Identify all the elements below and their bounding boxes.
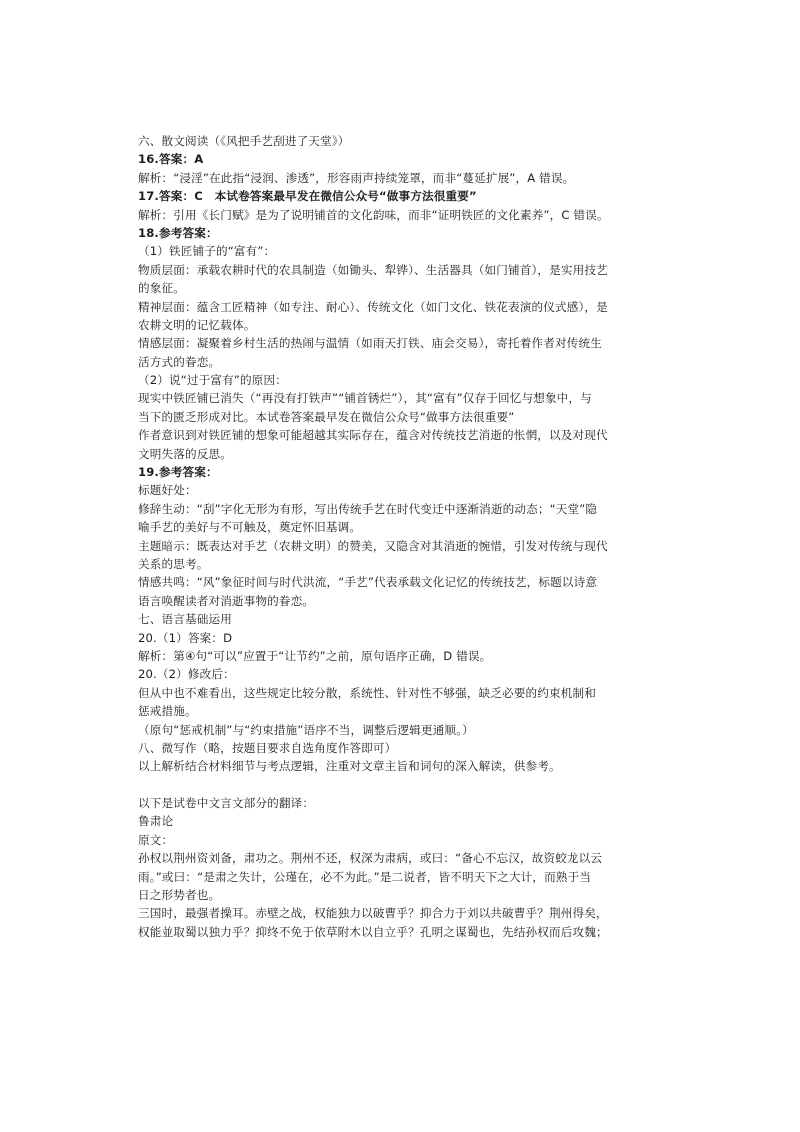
text-line: 农耕文明的记忆载体。 xyxy=(138,317,256,332)
text-line: 语言唤醒读者对消逝事物的眷恋。 xyxy=(138,593,315,608)
text-line: 鲁肃论 xyxy=(138,814,174,829)
text-line: 20.（1）答案：D xyxy=(138,630,233,645)
text-line: 现实中铁匠铺已消失（“再没有打铁声”“铺首锈烂”），其“富有”仅存于回忆与想象中，与 xyxy=(138,391,592,406)
text-line: 标题好处： xyxy=(138,483,197,498)
text-line: 解析：第④句“可以”应置于“让节约”之前，原句语序正确，D 错误。 xyxy=(138,648,492,663)
text-line: （原句“惩戒机制”与“约束措施”语序不当，调整后逻辑更通顺。） xyxy=(138,722,474,737)
text-line: 关系的思考。 xyxy=(138,556,209,571)
text-line: 物质层面：承载农耕时代的农具制造（如锄头、犁铧）、生活器具（如门铺首），是实用技艺 xyxy=(138,262,608,277)
text-line: 以上解析结合材料细节与考点逻辑，注重对文章主旨和词句的深入解读，供参考。 xyxy=(138,759,561,774)
text-line: 20.（2）修改后： xyxy=(138,667,235,682)
text-line: 16.答案：A xyxy=(138,152,204,167)
text-line: 权能並取蜀以独力乎？抑终不免于依草附木以自立乎？孔明之谋蜀也，先结孙权而后攻魏； xyxy=(138,924,608,939)
text-line: 日之形势者也。 xyxy=(138,888,221,903)
text-line: 情感层面：凝聚着乡村生活的热闹与温情（如雨天打铁、庙会交易），寄托着作者对传统生 xyxy=(138,336,602,351)
text-line: 18.参考答案： xyxy=(138,225,218,240)
text-line: 雨。”或曰：“是肃之失计，公瑾在，必不为此。”是二说者，皆不明天下之大计，而熟于当 xyxy=(138,869,592,884)
text-line: 情感共鸣：“风”象征时间与时代洪流，“手艺”代表承载文化记忆的传统技艺，标题以诗意 xyxy=(138,575,598,590)
text-line: 修辞生动：“刮”字化无形为有形，写出传统手艺在时代变迁中逐渐消逝的动态；“天堂”隐 xyxy=(138,501,598,516)
text-line: 但从中也不难看出，这些规定比较分散，系统性、针对性不够强，缺乏必要的约束机制和 xyxy=(138,685,597,700)
text-line: 原文： xyxy=(138,832,174,847)
text-line: 孙权以荆州资刘备，肃功之。荆州不还，权深为肃病，或曰：“备心不忘汉，故资蛟龙以云 xyxy=(138,851,603,866)
section-heading: 八、微写作（略，按题目要求自选角度作答即可） xyxy=(138,740,397,755)
section-heading: 七、语言基础运用 xyxy=(138,612,232,627)
text-line: 三国时，最强者操耳。赤壁之战，权能独力以破曹乎？抑合力于刘以共破曹乎？荆州得矣， xyxy=(138,906,608,921)
text-line: 19.参考答案： xyxy=(138,465,218,480)
text-line: 文明失落的反思。 xyxy=(138,446,232,461)
text-line: 解析：“浸淫”在此指“浸润、渗透”，形容雨声持续笼罩，而非“蔓延扩展”，A 错误。 xyxy=(138,170,575,185)
text-line: 喻手艺的美好与不可触及，奠定怀旧基调。 xyxy=(138,520,362,535)
blank-line xyxy=(138,776,678,794)
text-line: 17.答案：C 本试卷答案最早发在微信公众号“做事方法很重要” xyxy=(138,189,477,204)
text-line: （2）说“过于富有”的原因： xyxy=(138,373,288,388)
text-line: 活方式的眷恋。 xyxy=(138,354,221,369)
text-line: 精神层面：蕴含工匠精神（如专注、耐心）、传统文化（如门文化、铁花表演的仪式感），是 xyxy=(138,299,608,314)
text-line: 的象征。 xyxy=(138,281,185,296)
text-line: 以下是试卷中文言文部分的翻译： xyxy=(138,796,315,811)
text-line: （1）铁匠铺子的“富有”： xyxy=(138,244,276,259)
text-line: 惩戒措施。 xyxy=(138,704,197,719)
section-heading: 六、散文阅读（《风把手艺刮进了天堂》） xyxy=(138,134,350,148)
text-line: 作者意识到对铁匠铺的想象可能超越其实际存在，蕴含对传统技艺消逝的怅惘，以及对现代 xyxy=(138,428,608,443)
text-line: 当下的匮乏形成对比。本试卷答案最早发在微信公众号“做事方法很重要” xyxy=(138,409,515,424)
text-line: 解析：引用《长门赋》是为了说明铺首的文化韵味，而非“证明铁匠的文化素养”，C 错误。 xyxy=(138,207,609,222)
document-page xyxy=(138,132,678,941)
text-line: 主题暗示：既表达对手艺（农耕文明）的赞美，又隐含对其消逝的惋惜，引发对传统与现代 xyxy=(138,538,608,553)
